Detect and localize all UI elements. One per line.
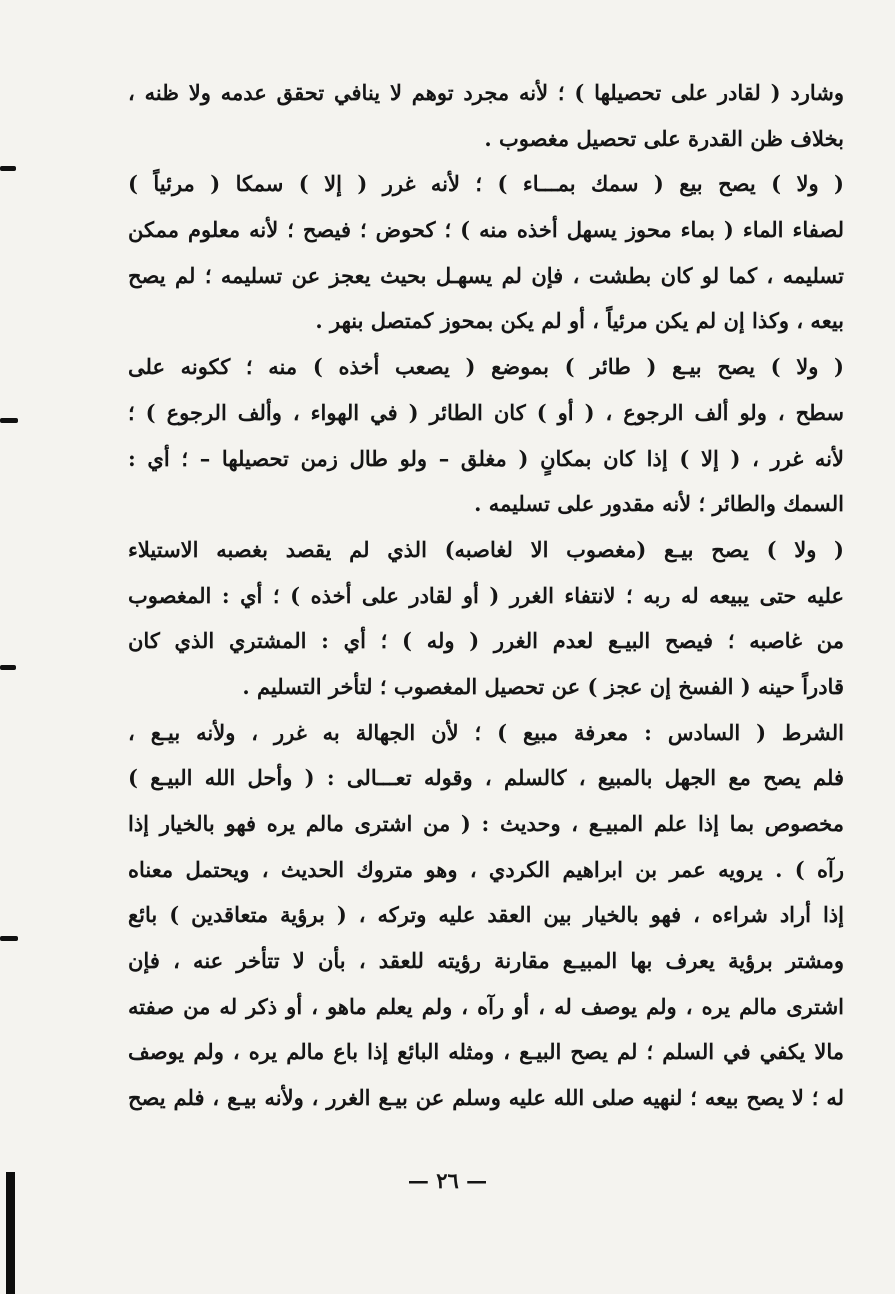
text-line: لأنه غرر ، ( إلا ) إذا كان بمكانٍ ( مغلق – ولو طال زمن تحصيلها – ؛ أي : [128, 445, 844, 471]
binding-edge-bar [6, 1172, 15, 1294]
text-line: لصفاء الماء ( بماء محوز يسهل أخذه منه ) ؛ كحوض ؛ فيصح ؛ لأنه معلوم ممكن [128, 217, 844, 243]
text-line: عليه حتى يبيعه له ربه ؛ لانتفاء الغرر ( أو لقادر على أخذه ) ؛ أي : المغصوب [128, 582, 844, 608]
binding-mark-4 [0, 936, 18, 941]
text-line: ( ولا ) يصح بيـع ( طائر ) بموضع ( يصعب أخذه ) منه ؛ ككونه على [128, 354, 844, 380]
text-line: اشترى مالم يره ، ولم يوصف له ، أو رآه ، ولم يعلم ماهو ، أو ذكر له من صفته [128, 993, 844, 1019]
binding-mark-2 [0, 418, 18, 423]
text-line: رآه ) . يرويه عمر بن ابراهيم الكردي ، وهو متروك الحديث ، ويحتمل معناه [128, 856, 844, 882]
text-line: الشرط ( السادس : معرفة مبيع ) ؛ لأن الجهالة به غرر ، ولأنه بيـع ، [128, 719, 844, 745]
page-number: — ٢٦ — [407, 1168, 488, 1193]
text-line: بخلاف ظن القدرة على تحصيل مغصوب . [484, 125, 844, 151]
binding-mark-1 [0, 166, 16, 171]
text-line: إذا أراد شراءه ، فهو بالخيار بين العقد عليه وتركه ، ( برؤية متعاقدين ) بائع [128, 902, 844, 928]
text-line: من غاصبه ؛ فيصح البيـع لعدم الغرر ( وله ) ؛ أي : المشتري الذي كان [128, 628, 844, 654]
binding-mark-3 [0, 665, 16, 670]
text-line: مالا يكفي في السلم ؛ لم يصح البيـع ، ومثله البائع إذا باع مالم يره ، ولم يوصف [128, 1039, 844, 1065]
text-line: تسليمه ، كما لو كان بطشت ، فإن لم يسهـل بحيث يعجز عن تسليمه ؛ لم يصح [128, 262, 844, 288]
text-line: له ؛ لا يصح بيعه ؛ لنهيه صلى الله عليه وسلم عن بيـع الغرر ، ولأنه بيـع ، فلم يصح [128, 1085, 844, 1111]
text-line: ( ولا ) يصح بيـع (مغصوب الا لغاصبه) الذي لم يقصد بغصبه الاستيلاء [128, 536, 844, 562]
text-line: السمك والطائر ؛ لأنه مقدور على تسليمه . [474, 491, 844, 517]
text-line: مخصوص بما إذا علم المبيـع ، وحديث : ( من اشترى مالم يره فهو بالخيار إذا [128, 811, 844, 836]
page-body-text [128, 70, 844, 1121]
text-line: وشارد ( لقادر على تحصيلها ) ؛ لأنه مجرد توهم لا ينافي تحقق عدمه ولا ظنه ، [128, 80, 844, 105]
text-line: فلم يصح مع الجهل بالمبيع ، كالسلم ، وقوله تعـــالى : ( وأحل الله البيـع ) [128, 765, 844, 791]
text-line: بيعه ، وكذا إن لم يكن مرئياً ، أو لم يكن بمحوز كمتصل بنهر . [315, 308, 844, 334]
text-line: قادراً حينه ( الفسخ إن عجز ) عن تحصيل المغصوب ؛ لتأخر التسليم . [242, 673, 844, 699]
text-line: ومشتر برؤية يعرف بها المبيـع مقارنة رؤيته للعقد ، بأن لا تتأخر عنه ، فإن [128, 948, 844, 974]
text-line: ( ولا ) يصح بيع ( سمك بمـــاء ) ؛ لأنه غرر ( إلا ) سمكا ( مرئياً ) [128, 171, 844, 197]
text-line: سطح ، ولو ألف الرجوع ، ( أو ) كان الطائر ( في الهواء ، وألف الرجوع ) ؛ [128, 399, 844, 425]
